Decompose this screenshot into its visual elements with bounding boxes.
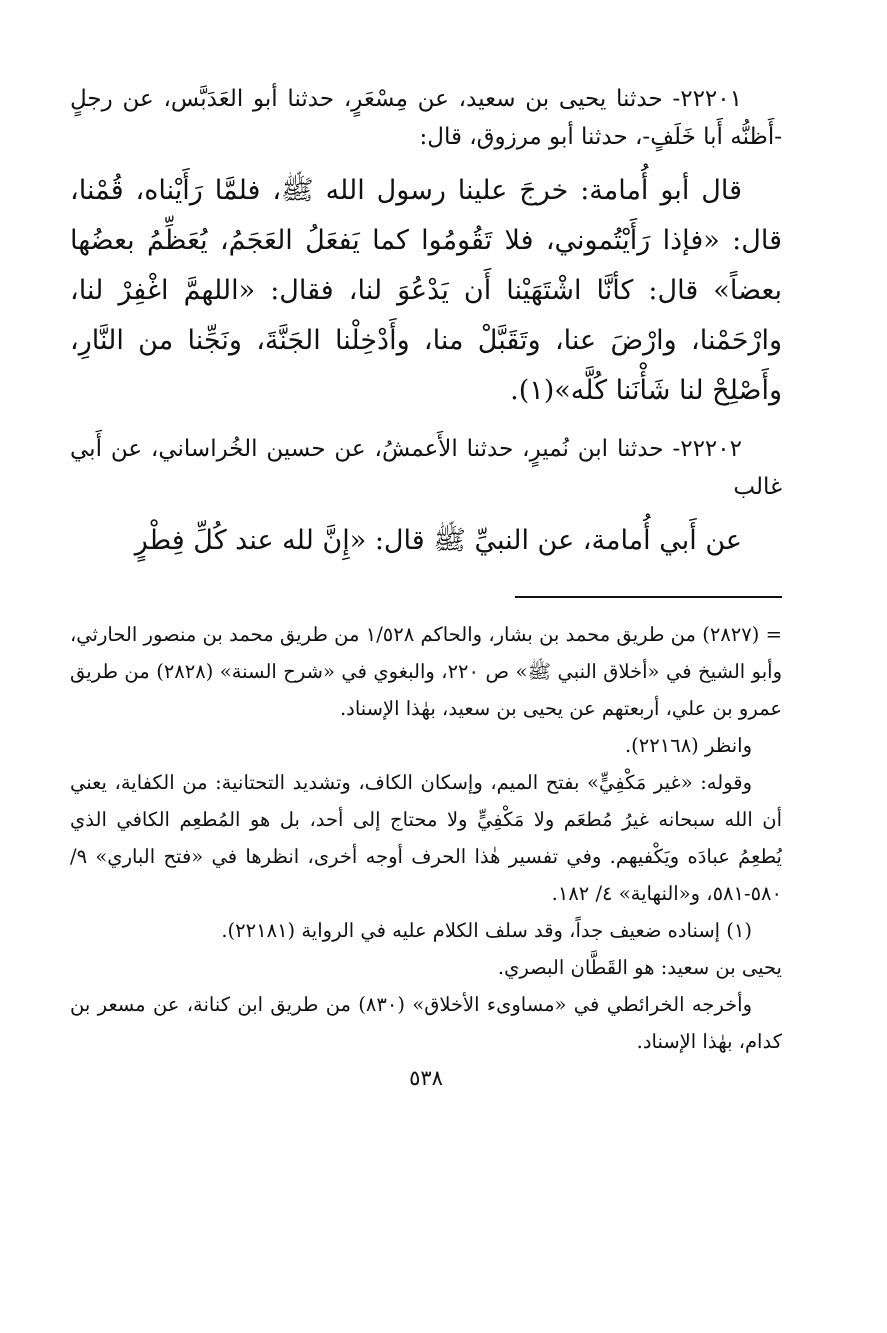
hadith-22202-isnad: ٢٢٢٠٢- حدثنا ابن نُميرٍ، حدثنا الأَعمشُ، عن حسين الخُراساني، عن أَبي غالب — [70, 436, 782, 500]
footnote-separator — [515, 596, 782, 598]
hadith-22202-matn: عن أَبي أُمامة، عن النبيِّ ﷺ قال: «إِنَّ لله عند كُلِّ فِطْرٍ — [134, 525, 742, 556]
footnote-takhrij: وأخرجه الخرائطي في «مساوىء الأخلاق» (٨٣٠) من طريق ابن كنانة، عن مسعر بن كدام، بهٰذا الإسناد. — [70, 993, 782, 1053]
hadith-22201-matn: قال أبو أُمامة: خرجَ علينا رسول الله ﷺ، فلمَّا رَأَيْناه، قُمْنا، قال: «فإذا رَأَيْتُموني، فلا تَقُومُوا كما يَفعَلُ العَجَمُ، يُعَظِّمُ بعضُها بعضاً» قال: كأنَّا اشْتَهَيْنا أَن يَدْعُوَ لنا، فقال: «اللهمَّ اغْفِرْ لنا، وارْحَمْنا، وارْضَ عنا، وتَقَبَّلْ منا، وأَدْخِلْنا الجَنَّةَ، ونَجِّنا من النَّارِ، وأَصْلِحْ لنا شَأْنَنا كُلَّه»(١). — [70, 175, 782, 406]
page-number: ٥٣٨ — [409, 1066, 443, 1090]
document-page — [70, 80, 782, 1090]
footnote-continuation: = (٢٨٢٧) من طريق محمد بن بشار، والحاكم ١/٥٢٨ من طريق محمد بن منصور الحارثي، وأبو الشيخ في «أخلاق النبي ﷺ» ص ٢٢٠، والبغوي في «شرح السنة» (٢٨٢٨) من طريق عمرو بن علي، أربعتهم عن يحيى بن سعيد، بهٰذا الإسناد. — [70, 623, 783, 720]
footnote-1: (١) إسناده ضعيف جداً، وقد سلف الكلام عليه في الرواية (٢٢١٨١). — [221, 919, 752, 942]
hadith-22201-isnad: ٢٢٢٠١- حدثنا يحيى بن سعيد، عن مِسْعَرٍ، حدثنا أبو العَدَبَّس، عن رجلٍ -أَظنُّه أَبا خَلَفٍ-، حدثنا أبو مرزوق، قال: — [70, 86, 782, 150]
footnote-gloss: وقوله: «غير مَكْفِيٍّ» بفتح الميم، وإسكان الكاف، وتشديد التحتانية: من الكفاية، يعني أن الله سبحانه غيرُ مُطعَم ولا مَكْفِيٍّ ولا محتاج إلى أحد، بل هو المُطعِم الكافي الذي يُطعِمُ عبادَه ويَكْفيهم. وفي تفسير هٰذا الحرف أوجه أخرى، انظرها في «فتح الباري» ٩/ ٥٨٠-٥٨١، و«النهاية» ٤/ ١٨٢. — [70, 771, 782, 905]
footnote-narrator-note: يحيى بن سعيد: هو القَطَّان البصري. — [497, 956, 782, 979]
footnote-see-also: وانظر (٢٢١٦٨). — [624, 734, 752, 757]
